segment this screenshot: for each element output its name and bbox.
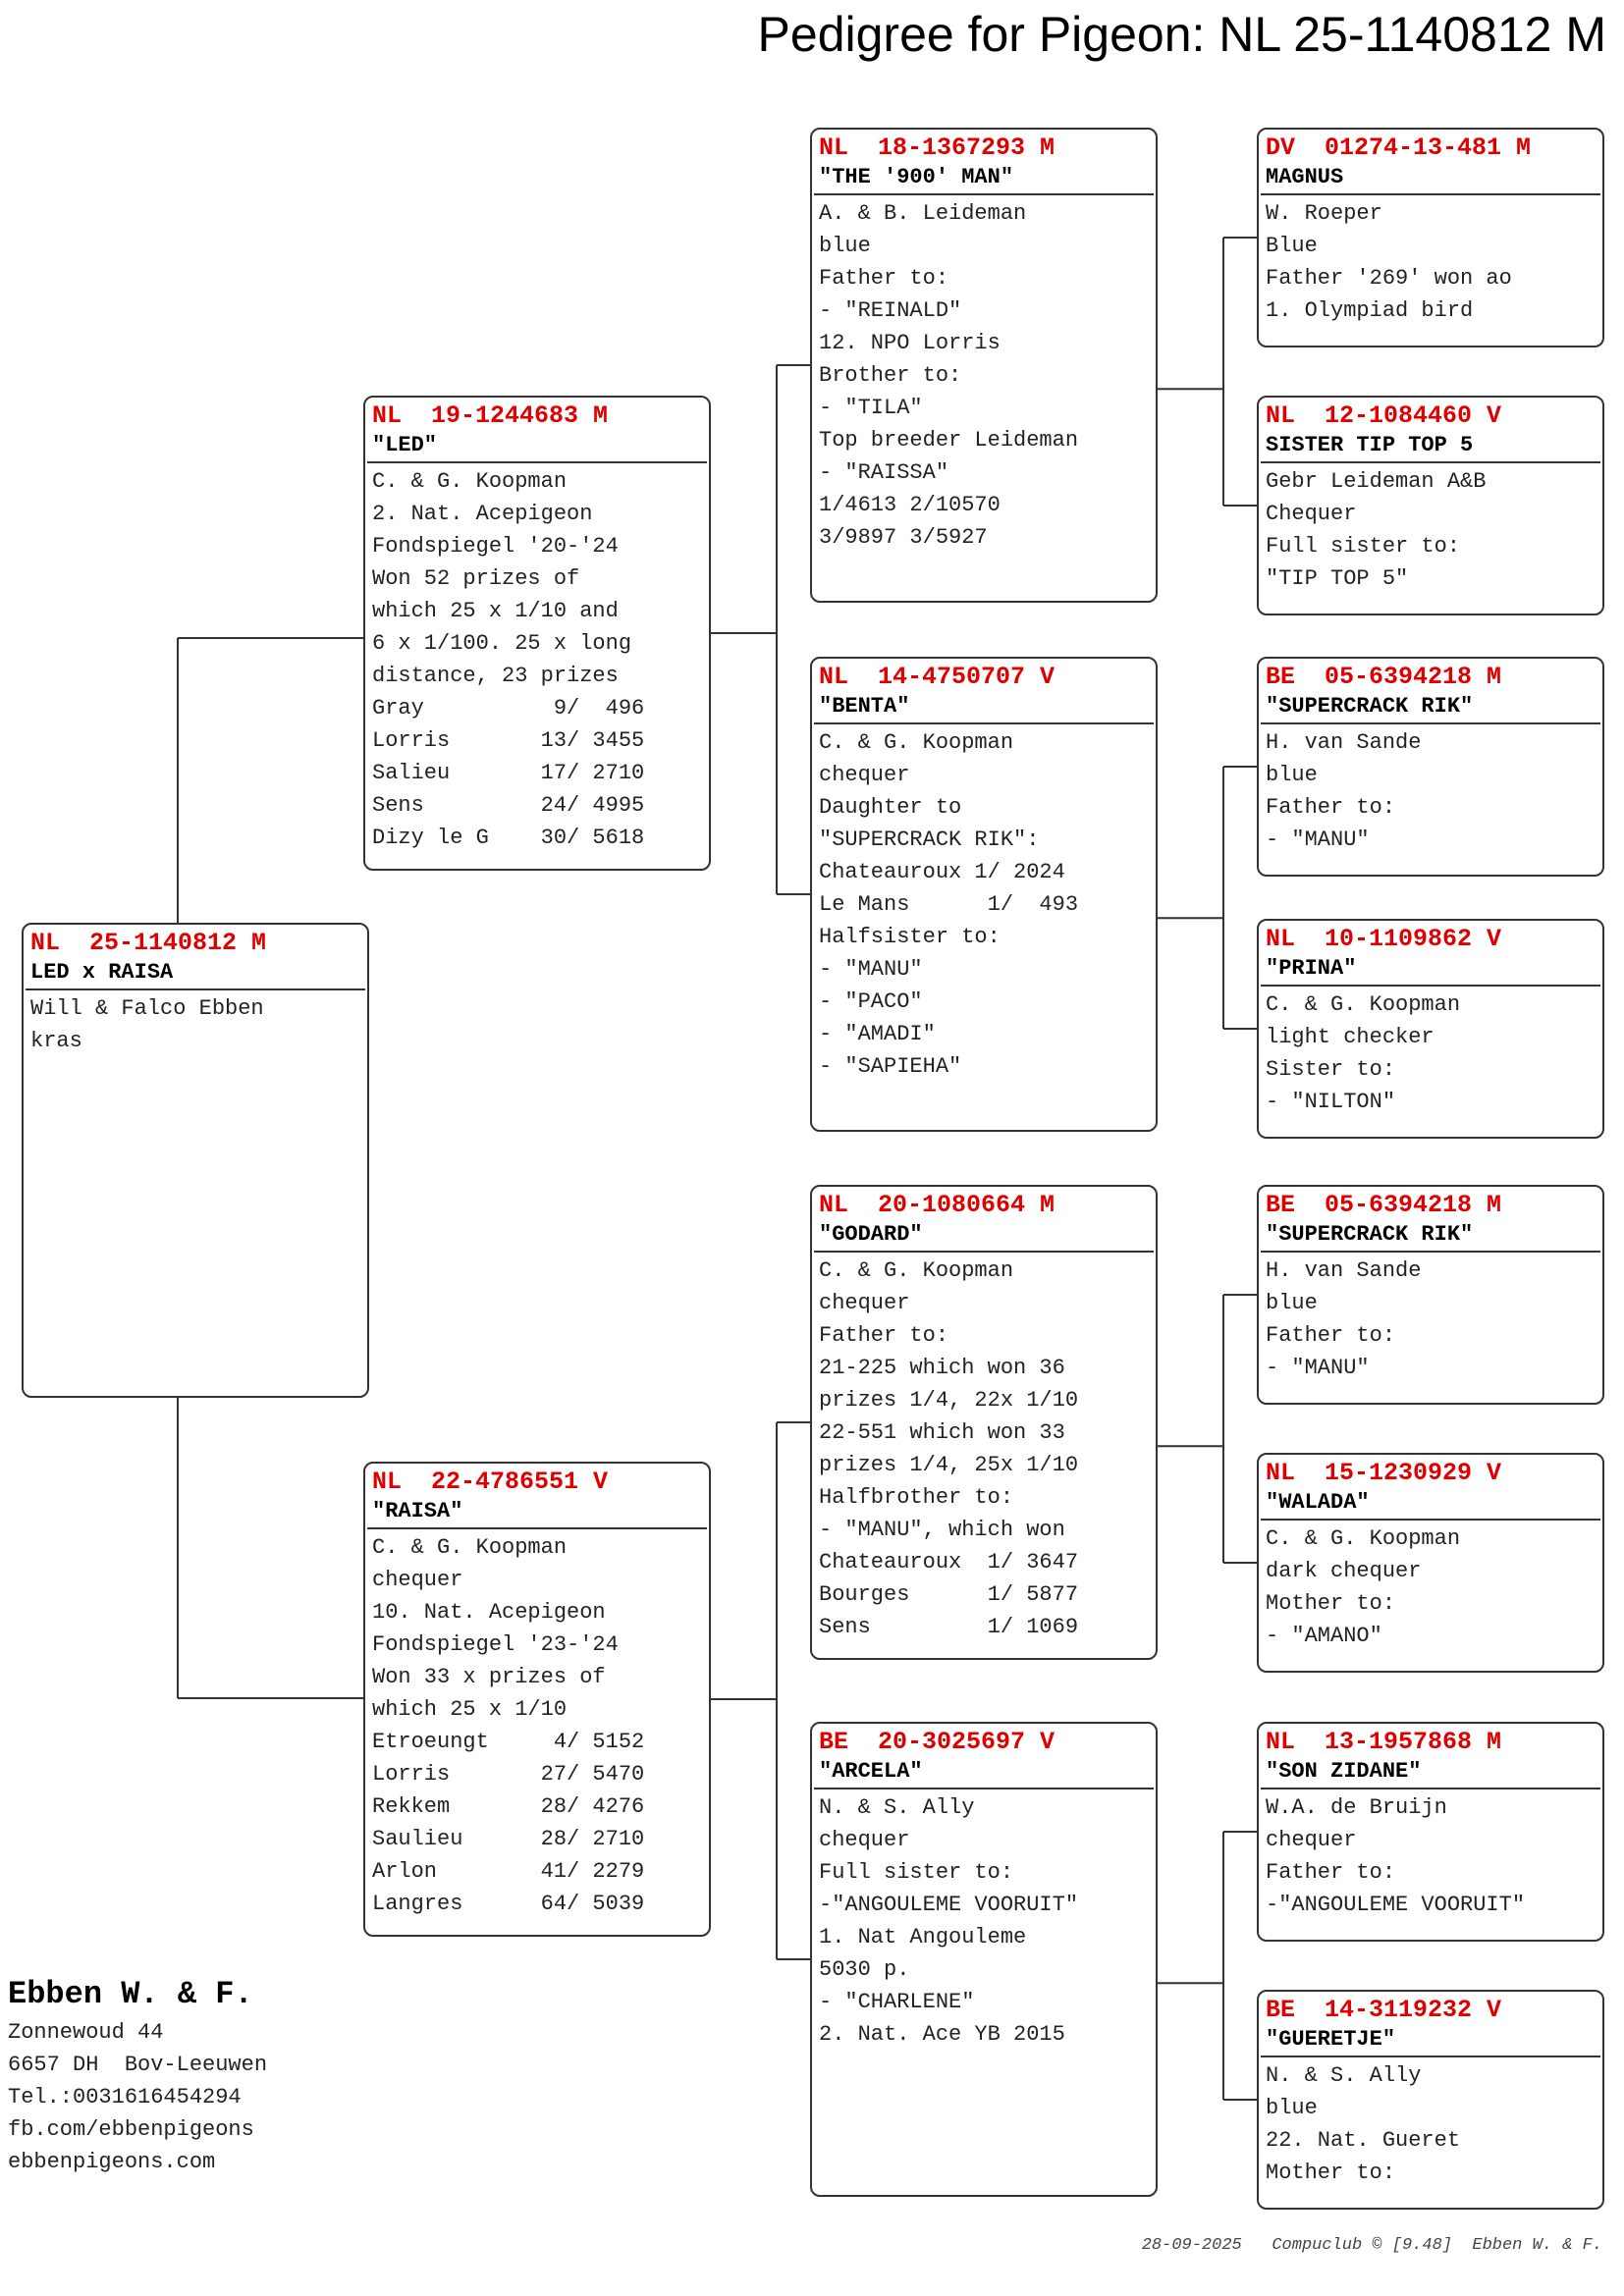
detail-line: Arlon 41/ 2279 — [372, 1859, 645, 1884]
detail-line: Won 52 prizes of — [372, 566, 580, 591]
detail-line: 22-551 which won 33 — [819, 1420, 1065, 1445]
card-details — [365, 463, 709, 854]
detail-line: Lorris 13/ 3455 — [372, 728, 645, 753]
ring-number: NL 18-1367293 M — [819, 133, 1056, 162]
ring-number: BE 14-3119232 V — [1266, 1996, 1502, 2024]
detail-line: -"ANGOULEME VOORUIT" — [1266, 1893, 1526, 1917]
pigeon-name: "PRINA" — [1266, 956, 1357, 981]
detail-line: Won 33 x prizes of — [372, 1665, 606, 1689]
detail-line: blue — [1266, 2096, 1318, 2120]
ring-number: BE 20-3025697 V — [819, 1728, 1056, 1756]
detail-line: "TIP TOP 5" — [1266, 566, 1409, 591]
pedigree-card-sire-dam — [810, 657, 1158, 1132]
pigeon-name: "SUPERCRACK RIK" — [1266, 1222, 1474, 1247]
pigeon-name: "SUPERCRACK RIK" — [1266, 694, 1474, 719]
detail-line: dark chequer — [1266, 1559, 1422, 1583]
pigeon-name: "BENTA" — [819, 694, 910, 719]
pedigree-card-ggp-5 — [1257, 1185, 1604, 1405]
detail-line: C. & G. Koopman — [372, 469, 568, 494]
detail-line: - "REINALD" — [819, 298, 962, 323]
ring-number: NL 22-4786551 V — [372, 1468, 609, 1496]
detail-line: 22. Nat. Gueret — [1266, 2128, 1461, 2153]
pigeon-name: "THE '900' MAN" — [819, 165, 1014, 189]
pedigree-card-ggp-6 — [1257, 1453, 1604, 1673]
pigeon-name: "ARCELA" — [819, 1759, 923, 1784]
card-details — [1259, 1521, 1602, 1652]
detail-line: Father to: — [1266, 1860, 1396, 1885]
detail-line: - "CHARLENE" — [819, 1990, 975, 2014]
pedigree-card-dam-sire — [810, 1185, 1158, 1660]
card-details — [1259, 2057, 1602, 2189]
card-details — [812, 1253, 1156, 1643]
detail-line: Fondspiegel '23-'24 — [372, 1632, 619, 1657]
pigeon-name: "GUERETJE" — [1266, 2027, 1396, 2052]
pedigree-card-ggp-4 — [1257, 919, 1604, 1139]
detail-line: H. van Sande — [1266, 1258, 1422, 1283]
detail-line: Lorris 27/ 5470 — [372, 1762, 645, 1787]
ring-number: NL 20-1080664 M — [819, 1191, 1056, 1219]
detail-line: C. & G. Koopman — [1266, 1526, 1461, 1551]
card-details — [812, 1789, 1156, 2051]
owner-address-line: Zonnewoud 44 — [8, 2020, 164, 2045]
pedigree-card-subject — [22, 923, 369, 1398]
detail-line: - "RAISSA" — [819, 460, 949, 485]
detail-line: Father to: — [1266, 1323, 1396, 1348]
detail-line: Etroeungt 4/ 5152 — [372, 1730, 645, 1754]
ring-number: NL 25-1140812 M — [30, 929, 267, 957]
detail-line: chequer — [819, 763, 910, 787]
detail-line: Gray 9/ 496 — [372, 696, 645, 721]
detail-line: Halfbrother to: — [819, 1485, 1014, 1510]
detail-line: Rekkem 28/ 4276 — [372, 1794, 645, 1819]
card-details — [1259, 1253, 1602, 1384]
detail-line: - "NILTON" — [1266, 1090, 1396, 1114]
detail-line: Mother to: — [1266, 2161, 1396, 2185]
pigeon-name: "WALADA" — [1266, 1490, 1370, 1515]
detail-line: Fondspiegel '20-'24 — [372, 534, 619, 559]
detail-line: - "AMANO" — [1266, 1624, 1382, 1648]
detail-line: C. & G. Koopman — [819, 1258, 1014, 1283]
detail-line: Le Mans 1/ 493 — [819, 892, 1079, 917]
pedigree-card-ggp-3 — [1257, 657, 1604, 877]
owner-name: Ebben W. & F. — [8, 1976, 253, 2012]
detail-line: blue — [1266, 1291, 1318, 1315]
ring-number: NL 19-1244683 M — [372, 401, 609, 430]
detail-line: chequer — [819, 1291, 910, 1315]
pigeon-name: SISTER TIP TOP 5 — [1266, 433, 1474, 457]
detail-line: Will & Falco Ebben — [30, 996, 264, 1021]
detail-line: Sister to: — [1266, 1057, 1396, 1082]
ring-number: NL 12-1084460 V — [1266, 401, 1502, 430]
detail-line: Father to: — [1266, 795, 1396, 820]
detail-line: 1/4613 2/10570 — [819, 493, 1001, 517]
detail-line: Father to: — [819, 1323, 949, 1348]
pigeon-name: "SON ZIDANE" — [1266, 1759, 1422, 1784]
detail-line: H. van Sande — [1266, 730, 1422, 755]
detail-line: Sens 24/ 4995 — [372, 793, 645, 818]
card-details — [1259, 724, 1602, 856]
detail-line: - "TILA" — [819, 396, 923, 420]
detail-line: "SUPERCRACK RIK": — [819, 828, 1040, 852]
ring-number: NL 13-1957868 M — [1266, 1728, 1502, 1756]
detail-line: 3/9897 3/5927 — [819, 525, 988, 550]
pigeon-name: "GODARD" — [819, 1222, 923, 1247]
detail-line: - "AMADI" — [819, 1022, 936, 1046]
detail-line: N. & S. Ally — [819, 1795, 975, 1820]
card-details — [1259, 463, 1602, 595]
detail-line: 1. Olympiad bird — [1266, 298, 1474, 323]
detail-line: Sens 1/ 1069 — [819, 1615, 1079, 1639]
detail-line: Dizy le G 30/ 5618 — [372, 826, 645, 850]
detail-line: which 25 x 1/10 — [372, 1697, 568, 1722]
detail-line: Chequer — [1266, 502, 1357, 526]
detail-line: C. & G. Koopman — [1266, 992, 1461, 1017]
detail-line: A. & B. Leideman — [819, 201, 1027, 226]
pedigree-card-sire-sire — [810, 128, 1158, 603]
detail-line: 1. Nat Angouleme — [819, 1925, 1027, 1949]
card-details — [24, 990, 367, 1057]
detail-line: Top breeder Leideman — [819, 428, 1079, 453]
detail-line: Full sister to: — [819, 1860, 1014, 1885]
detail-line: Blue — [1266, 234, 1318, 258]
detail-line: Mother to: — [1266, 1591, 1396, 1616]
pedigree-card-ggp-2 — [1257, 396, 1604, 615]
pigeon-name: MAGNUS — [1266, 165, 1344, 189]
page-title: Pedigree for Pigeon: NL 25-1140812 M — [757, 7, 1606, 62]
detail-line: Father '269' won ao — [1266, 266, 1512, 291]
pigeon-name: "RAISA" — [372, 1499, 463, 1523]
card-details — [812, 195, 1156, 554]
detail-line: Salieu 17/ 2710 — [372, 761, 645, 785]
detail-line: chequer — [372, 1568, 463, 1592]
owner-postcode-line: 6657 DH Bov-Leeuwen — [8, 2053, 268, 2077]
pedigree-card-ggp-1 — [1257, 128, 1604, 347]
detail-line: Brother to: — [819, 363, 962, 388]
pedigree-card-ggp-7 — [1257, 1722, 1604, 1942]
detail-line: 12. NPO Lorris — [819, 331, 1001, 355]
detail-line: 2. Nat. Ace YB 2015 — [819, 2022, 1065, 2047]
pigeon-name: "LED" — [372, 433, 438, 457]
detail-line: light checker — [1266, 1025, 1435, 1049]
owner-phone-line: Tel.:0031616454294 — [8, 2085, 242, 2109]
pedigree-card-dam — [363, 1462, 711, 1937]
card-details — [1259, 987, 1602, 1118]
detail-line: Bourges 1/ 5877 — [819, 1582, 1079, 1607]
ring-number: NL 10-1109862 V — [1266, 925, 1502, 953]
detail-line: W. Roeper — [1266, 201, 1382, 226]
detail-line: - "SAPIEHA" — [819, 1054, 962, 1079]
ring-number: NL 15-1230929 V — [1266, 1459, 1502, 1487]
detail-line: which 25 x 1/10 and — [372, 599, 619, 623]
detail-line: - "PACO" — [819, 989, 923, 1014]
detail-line: Saulieu 28/ 2710 — [372, 1827, 645, 1851]
pedigree-card-ggp-8 — [1257, 1990, 1604, 2210]
detail-line: distance, 23 prizes — [372, 664, 619, 688]
detail-line: Father to: — [819, 266, 949, 291]
ring-number: BE 05-6394218 M — [1266, 1191, 1502, 1219]
detail-line: - "MANU" — [1266, 1356, 1370, 1380]
detail-line: blue — [1266, 763, 1318, 787]
detail-line: Gebr Leideman A&B — [1266, 469, 1487, 494]
detail-line: 2. Nat. Acepigeon — [372, 502, 593, 526]
detail-line: - "MANU" — [1266, 828, 1370, 852]
pedigree-card-sire — [363, 396, 711, 871]
detail-line: -"ANGOULEME VOORUIT" — [819, 1893, 1079, 1917]
card-details — [1259, 1789, 1602, 1921]
detail-line: Halfsister to: — [819, 925, 1001, 949]
detail-line: 5030 p. — [819, 1957, 910, 1982]
detail-line: Full sister to: — [1266, 534, 1461, 559]
detail-line: chequer — [819, 1828, 910, 1852]
detail-line: N. & S. Ally — [1266, 2063, 1422, 2088]
detail-line: 6 x 1/100. 25 x long — [372, 631, 632, 656]
owner-block — [8, 1973, 267, 2178]
detail-line: Chateauroux 1/ 3647 — [819, 1550, 1079, 1575]
detail-line: prizes 1/4, 25x 1/10 — [819, 1453, 1079, 1477]
detail-line: blue — [819, 234, 871, 258]
detail-line: Chateauroux 1/ 2024 — [819, 860, 1065, 884]
ring-number: DV 01274-13-481 M — [1266, 133, 1532, 162]
detail-line: W.A. de Bruijn — [1266, 1795, 1447, 1820]
detail-line: Langres 64/ 5039 — [372, 1892, 645, 1916]
owner-facebook-line: fb.com/ebbenpigeons — [8, 2117, 254, 2142]
detail-line: C. & G. Koopman — [372, 1535, 568, 1560]
detail-line: Daughter to — [819, 795, 962, 820]
detail-line: 10. Nat. Acepigeon — [372, 1600, 606, 1625]
detail-line: C. & G. Koopman — [819, 730, 1014, 755]
detail-line: kras — [30, 1029, 82, 1053]
detail-line: chequer — [1266, 1828, 1357, 1852]
pigeon-name: LED x RAISA — [30, 960, 174, 985]
detail-line: - "MANU", which won — [819, 1518, 1065, 1542]
card-details — [1259, 195, 1602, 327]
pedigree-card-dam-dam — [810, 1722, 1158, 2197]
card-details — [365, 1529, 709, 1920]
owner-website-line: ebbenpigeons.com — [8, 2150, 216, 2174]
footer-credit: 28-09-2025 Compuclub © [9.48] Ebben W. & F. — [1141, 2236, 1602, 2255]
detail-line: - "MANU" — [819, 957, 923, 982]
ring-number: BE 05-6394218 M — [1266, 663, 1502, 691]
detail-line: prizes 1/4, 22x 1/10 — [819, 1388, 1079, 1413]
detail-line: 21-225 which won 36 — [819, 1356, 1065, 1380]
card-details — [812, 724, 1156, 1083]
ring-number: NL 14-4750707 V — [819, 663, 1056, 691]
